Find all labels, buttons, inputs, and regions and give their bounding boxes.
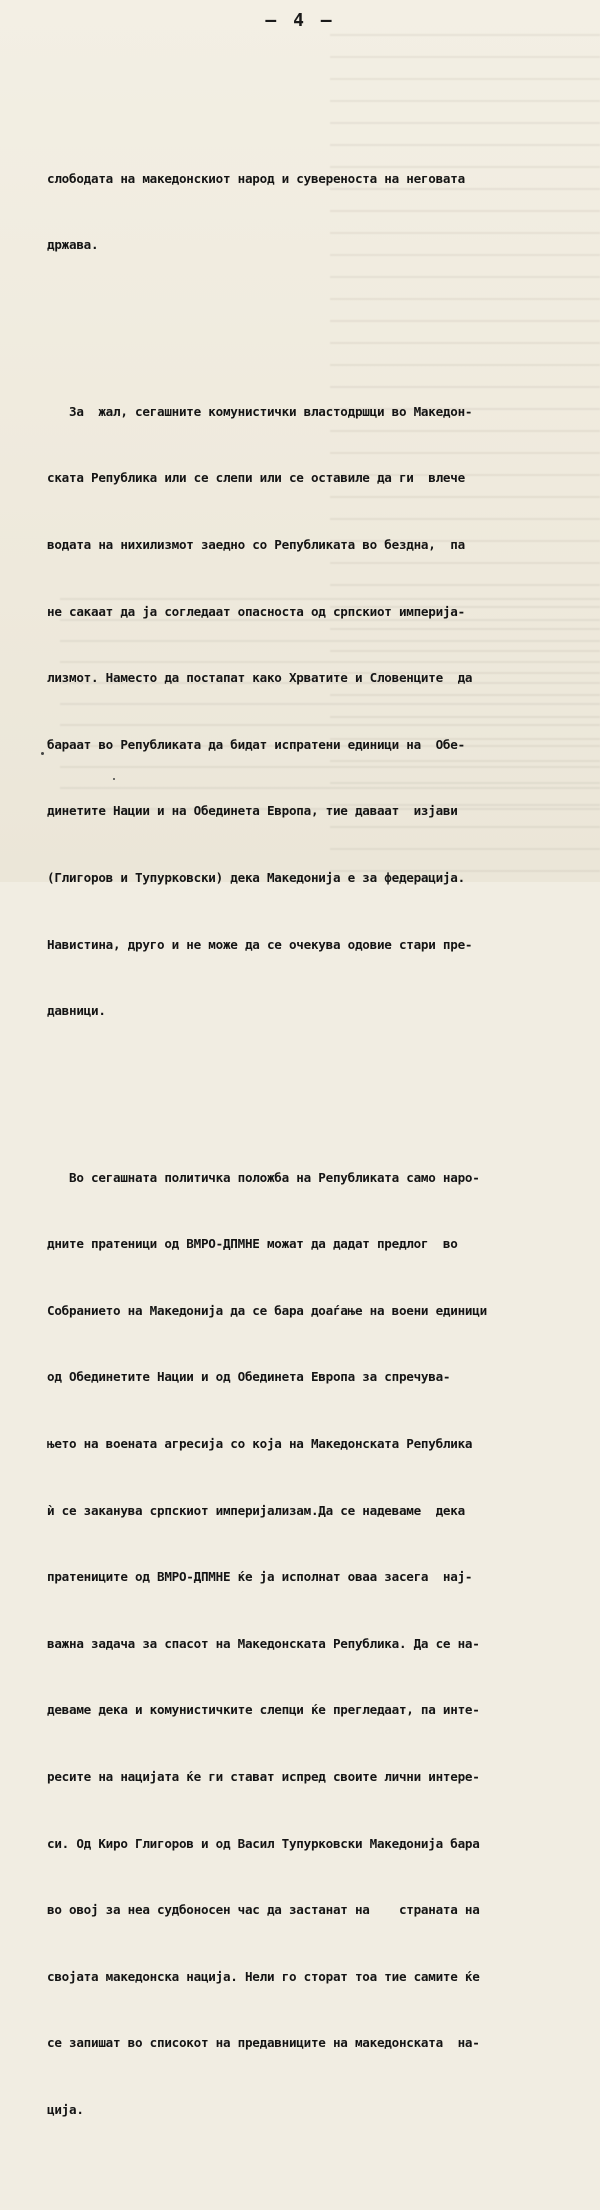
text-line: си. Од Киро Глигоров и од Васил Тупурковски Македонија бара — [47, 1835, 480, 1851]
text-line: својата македонска нација. Нели го сторат тоа тие самите ќе — [47, 1968, 480, 1984]
ink-speck — [41, 752, 44, 755]
text-line: њето на воената агресија со која на Македонската Република — [47, 1435, 473, 1451]
paragraph-2 — [47, 356, 587, 1066]
body-text — [47, 79, 587, 2210]
paragraph-1 — [47, 123, 587, 301]
text-line: (Глигоров и Тупурковски) дека Македонија е за федерација. — [47, 869, 465, 885]
text-line: динетите Нации и на Обединета Европа, тие даваат изјави — [47, 803, 458, 819]
text-line: водата на нихилизмот заедно со Републиката во бездна, па — [47, 537, 465, 552]
text-line: држава. — [47, 237, 99, 253]
ink-speck — [113, 778, 115, 780]
text-line: деваме дека и комунистичките слепци ќе прегледаат, па инте- — [47, 1702, 480, 1718]
text-line: важна задача за спасот на Македонската Република. Да се на- — [47, 1635, 480, 1651]
text-line: ција. — [47, 2101, 84, 2117]
text-line: дните пратеници од ВМРО-ДПМНЕ можат да дадат предлог во — [47, 1236, 458, 1252]
text-line: се запишат во списокот на предавниците на македонската на- — [47, 2035, 480, 2051]
paragraph-3 — [47, 1122, 587, 2165]
text-line: ѝ се закaнува српскиот империјализам.Да се надеваме дека — [47, 1502, 465, 1518]
text-line: За жал, сегашните комунистички властодршци во Македон- — [47, 403, 473, 419]
text-line: ската Република или се слепи или се оставиле да ги влече — [47, 470, 465, 486]
page-number: — 4 — — [265, 10, 335, 31]
text-line: бараат во Републиката да бидат испратени единици на Обе- — [47, 736, 465, 752]
text-line: не сакаат да ја согледаат опасноста од српскиот империја- — [47, 603, 465, 619]
text-line: од Обединетите Нации и од Обединета Европа за спречува- — [47, 1369, 451, 1385]
text-line: лизмот. Наместо да постапат како Хрватите и Словенците да — [47, 670, 473, 686]
text-line: пратениците од ВМРО-ДПМНЕ ќе ја исполнат оваа засега нај- — [47, 1569, 473, 1585]
text-line: Собранието на Македонија да се бара доаѓање на воени единици — [47, 1302, 487, 1318]
text-line: слободата на македонскиот народ и сувереноста на неговата — [47, 170, 465, 186]
text-line: Во сегашната политичка положба на Републиката само наро- — [47, 1169, 480, 1185]
text-line: Навистина, друго и не може да се очекува одовие стари пре- — [47, 936, 473, 952]
text-line: давници. — [47, 1003, 106, 1019]
text-line: во овој за неа судбоносен час да застанат на страната на — [47, 1902, 480, 1918]
text-line: ресите на нацијата ќе ги стават испред своите лични интере- — [47, 1768, 480, 1784]
